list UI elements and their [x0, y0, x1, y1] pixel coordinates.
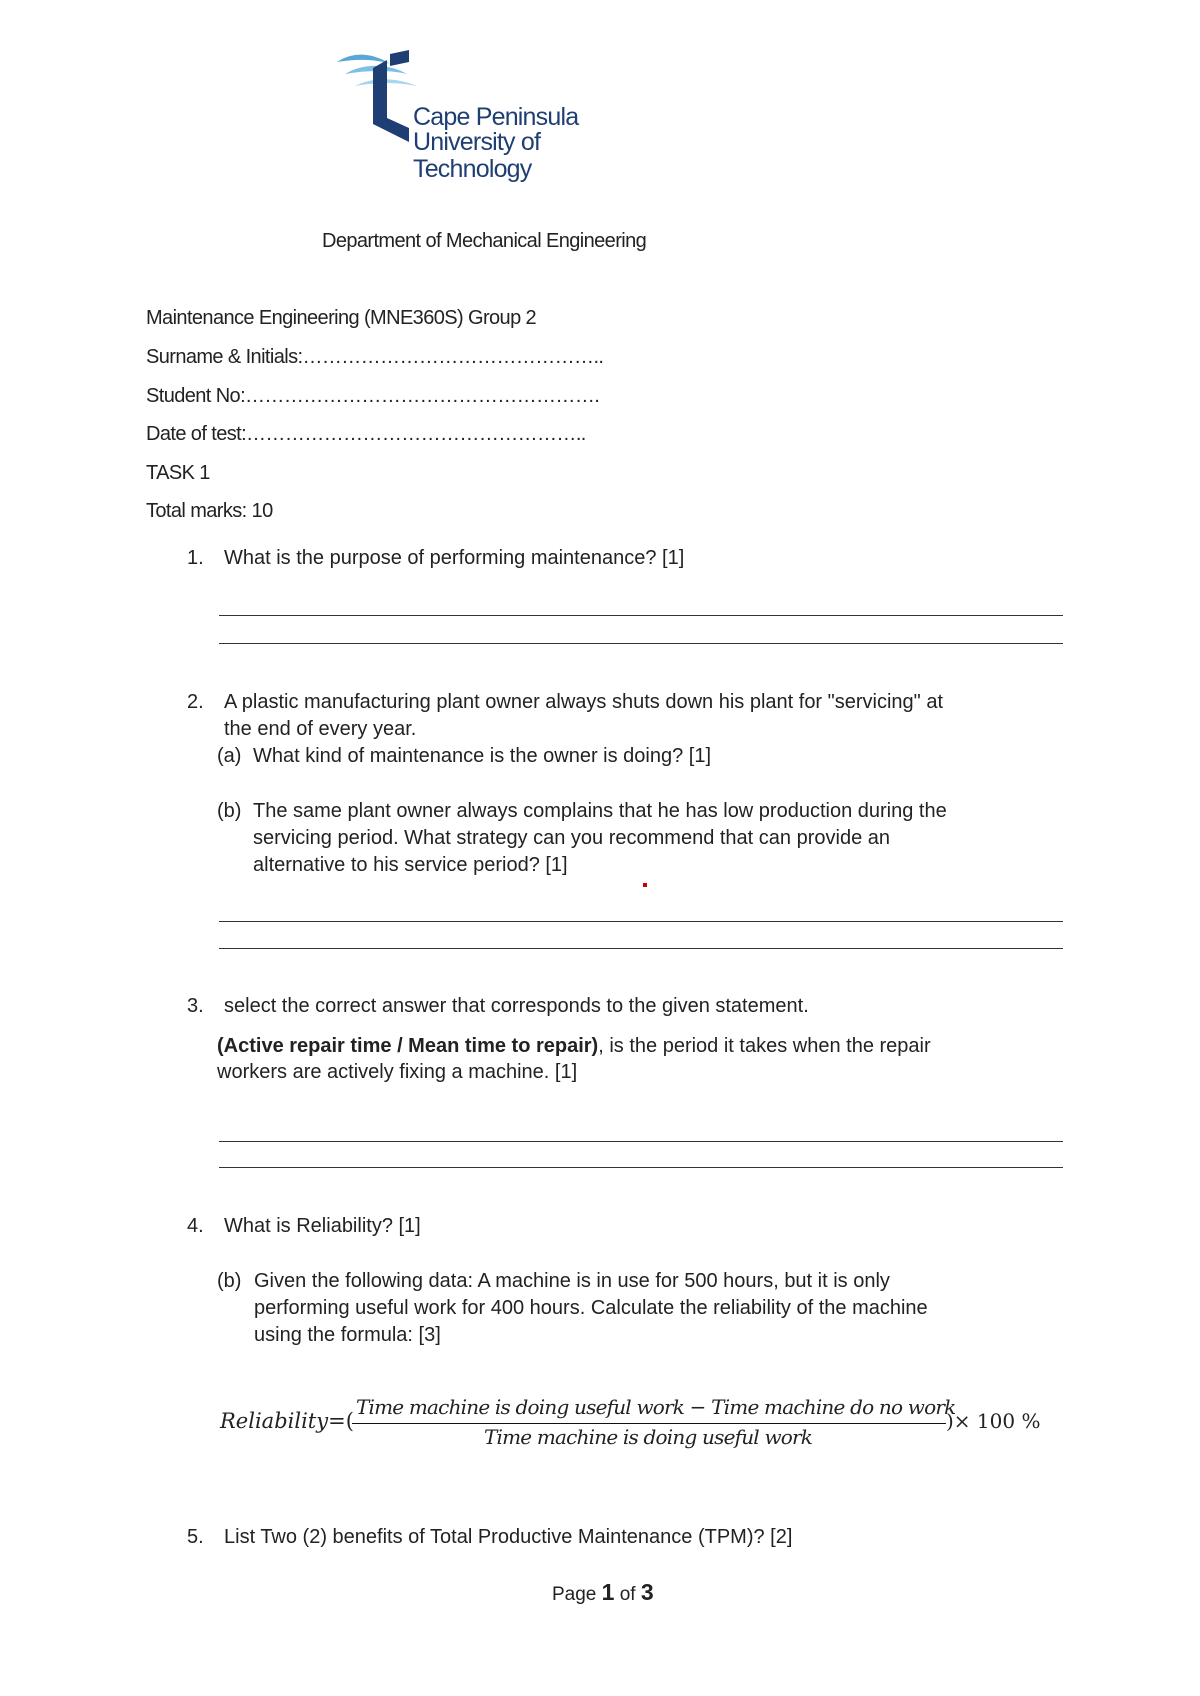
page-footer — [552, 1579, 654, 1606]
logo-mark-icon — [335, 50, 425, 150]
question-2-line1: A plastic manufacturing plant owner always shuts down his plant for "servicing" at — [224, 691, 944, 713]
task-label: TASK 1 — [146, 462, 210, 484]
of-word: of — [619, 1584, 636, 1605]
question-4b-label: (b) — [217, 1270, 242, 1292]
course-title: Maintenance Engineering (MNE360S) Group 2 — [146, 307, 537, 329]
surname-field: Surname & Initials:……………………………………….. — [146, 346, 604, 368]
answer-line — [219, 921, 1063, 922]
page-number: 1 — [601, 1579, 615, 1605]
question-2-number: 2. — [187, 691, 204, 713]
question-4-text: What is Reliability? [1] — [224, 1215, 421, 1237]
formula-denominator: Time machine is doing useful work — [484, 1425, 813, 1449]
question-3-statement-rest: , is the period it takes when the repair — [598, 1035, 931, 1057]
question-5-number: 5. — [187, 1526, 204, 1548]
question-2b-line3: alternative to his service period? [1] — [253, 854, 568, 876]
question-3-options: (Active repair time / Mean time to repair) — [217, 1035, 599, 1057]
question-4b-line2: performing useful work for 400 hours. Calculate the reliability of the machine — [254, 1297, 928, 1319]
question-2-line2: the end of every year. — [224, 718, 417, 740]
logo-text-line2: University of Technology — [413, 128, 541, 183]
university-logo — [335, 50, 655, 183]
logo-text-line1: Cape Peninsula — [413, 103, 579, 131]
formula-equals: =( — [328, 1409, 354, 1433]
red-dot-mark — [643, 883, 647, 887]
formula-lhs — [220, 1409, 354, 1433]
total-marks: Total marks: 10 — [146, 500, 273, 522]
question-4b-line1: Given the following data: A machine is in use for 500 hours, but it is only — [254, 1270, 890, 1292]
formula-fraction-bar — [352, 1423, 946, 1424]
question-1-number: 1. — [187, 547, 204, 569]
answer-line — [219, 948, 1063, 949]
question-4b-line3: using the formula: [3] — [254, 1324, 441, 1346]
page-word: Page — [552, 1584, 597, 1605]
question-2a-text: What kind of maintenance is the owner is doing? [1] — [253, 745, 712, 767]
answer-line — [219, 1167, 1063, 1168]
answer-line — [219, 1141, 1063, 1142]
student-no-field: Student No:………………………………………………. — [146, 385, 600, 407]
question-5-text: List Two (2) benefits of Total Productive Maintenance (TPM)? [2] — [224, 1526, 793, 1548]
question-3-line2: workers are actively fixing a machine. [1] — [217, 1061, 578, 1083]
date-field: Date of test:…………………………………………….. — [146, 423, 586, 445]
formula-rhs: )× 100 % — [946, 1409, 1041, 1433]
question-3-statement — [217, 1033, 931, 1060]
question-2b-line2: servicing period. What strategy can you recommend that can provide an — [253, 827, 890, 849]
question-1-text: What is the purpose of performing maintenance? [1] — [224, 547, 685, 569]
formula-lhs-text: Reliability — [220, 1409, 329, 1433]
answer-line — [219, 615, 1063, 616]
formula-numerator: Time machine is doing useful work − Time machine do no work — [356, 1395, 956, 1419]
answer-line — [219, 643, 1063, 644]
question-3-text: select the correct answer that corresponds to the given statement. — [224, 995, 809, 1017]
department-title: Department of Mechanical Engineering — [322, 230, 647, 252]
page-total: 3 — [640, 1579, 654, 1605]
question-2b-label: (b) — [217, 800, 242, 822]
question-2b-line1: The same plant owner always complains that he has low production during the — [253, 800, 947, 822]
question-4-number: 4. — [187, 1215, 204, 1237]
question-3-number: 3. — [187, 995, 204, 1017]
question-2a-label: (a) — [217, 745, 242, 767]
